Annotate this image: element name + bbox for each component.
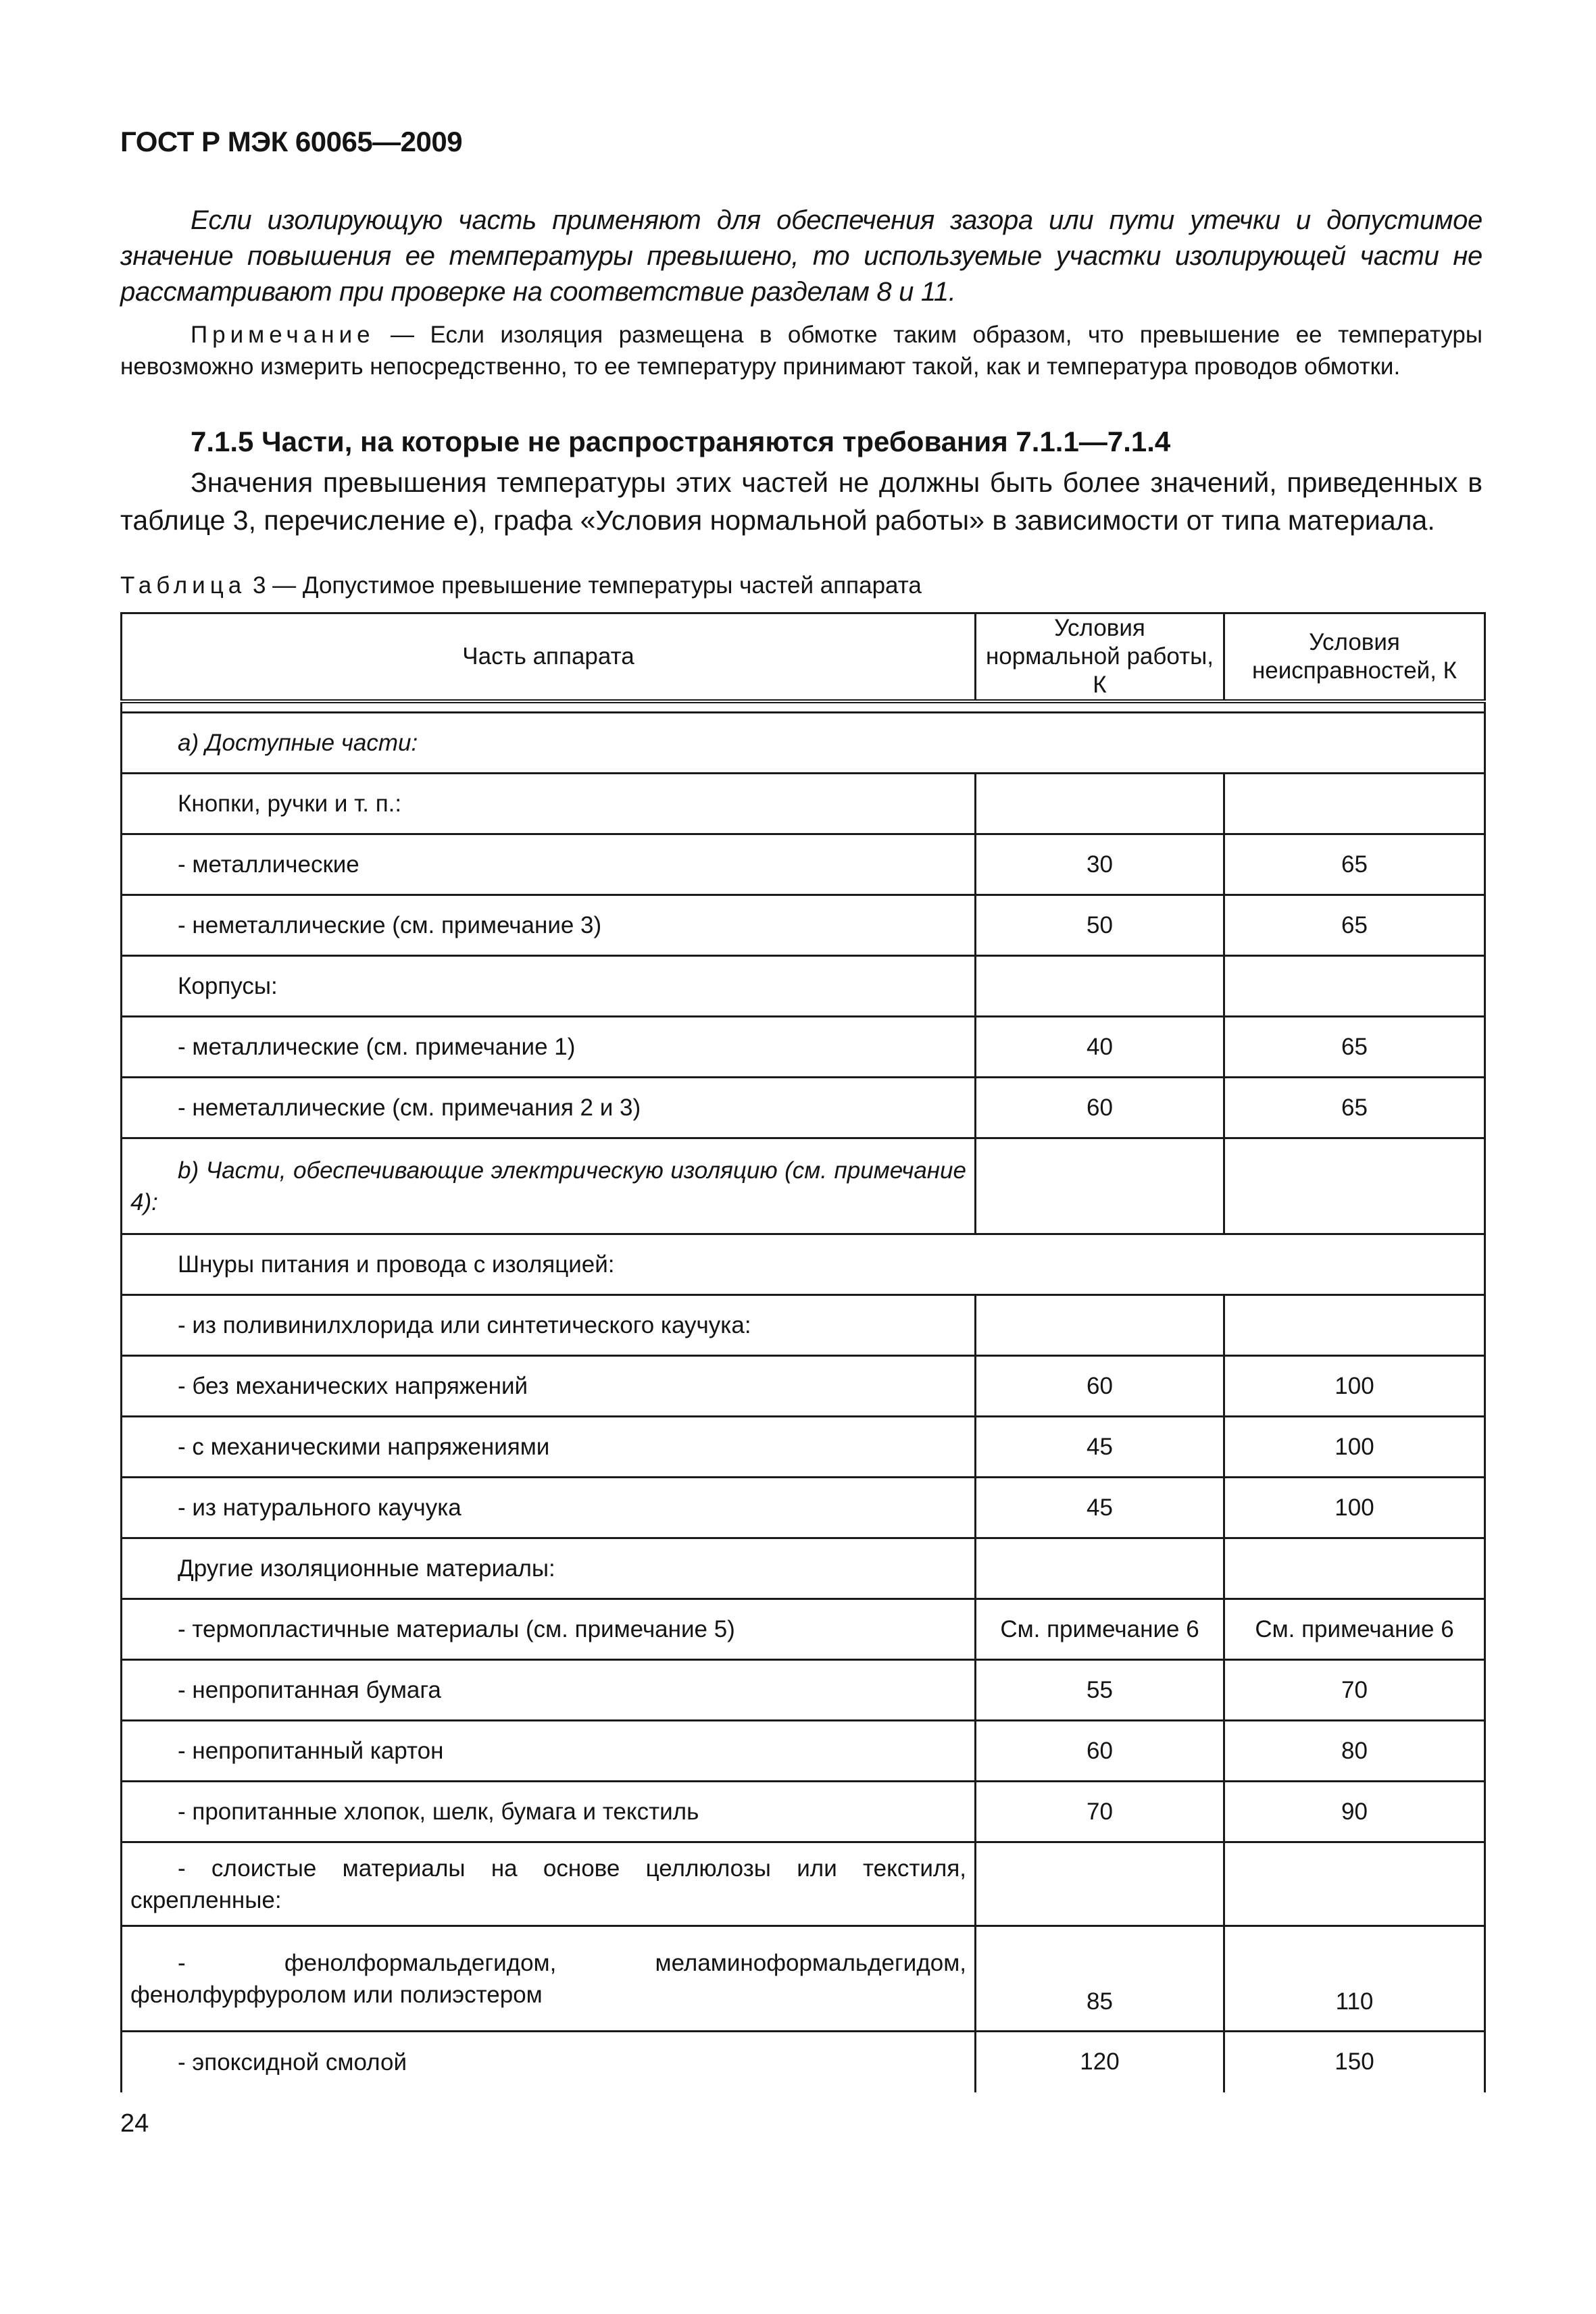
table-row	[122, 774, 1485, 834]
row-part: Кнопки, ручки и т. п.:	[122, 774, 976, 834]
table-row	[122, 1138, 1485, 1234]
header-part: Часть аппарата	[122, 613, 976, 702]
table-row	[122, 895, 1485, 956]
row-fault: 110	[1224, 1926, 1485, 2032]
row-part: - металлические	[122, 834, 976, 895]
table-row	[122, 2032, 1485, 2092]
row-fault	[1224, 1842, 1485, 1926]
table-caption-text: 3 — Допустимое превышение температуры частей аппарата	[246, 572, 922, 599]
page-number: 24	[120, 2109, 149, 2138]
row-part: - эпоксидной смолой	[122, 2032, 976, 2092]
row-fault	[1224, 1538, 1485, 1599]
table-row	[122, 1926, 1485, 2032]
row-part: Корпусы:	[122, 956, 976, 1017]
row-part: - металлические (см. примечание 1)	[122, 1017, 976, 1078]
table-row	[122, 1078, 1485, 1138]
table-row	[122, 1234, 1485, 1295]
row-normal: 60	[976, 1356, 1224, 1417]
row-fault	[1224, 956, 1485, 1017]
row-part: b) Части, обеспечивающие электрическую изоляцию (см. примечание 4):	[122, 1138, 976, 1234]
row-part: - непропитанный картон	[122, 1721, 976, 1782]
row-part: - пропитанные хлопок, шелк, бумага и текстиль	[122, 1782, 976, 1842]
section-heading: 7.1.5 Части, на которые не распространяются требования 7.1.1—7.1.4	[191, 426, 1171, 457]
table-row	[122, 834, 1485, 895]
row-normal	[976, 1138, 1224, 1234]
row-fault: 70	[1224, 1660, 1485, 1721]
row-part: Другие изоляционные материалы:	[122, 1538, 976, 1599]
row-part: - из натурального каучука	[122, 1478, 976, 1538]
note-paragraph	[120, 319, 1482, 382]
row-normal: См. примечание 6	[976, 1599, 1224, 1660]
table-row	[122, 1538, 1485, 1599]
row-fault: 65	[1224, 1017, 1485, 1078]
row-normal: 45	[976, 1417, 1224, 1478]
row-fault: 80	[1224, 1721, 1485, 1782]
header-divider	[122, 701, 1485, 713]
row-part: - фенолформальдегидом, меламиноформальдегидом, фенолфурфуролом или полиэстером	[122, 1926, 976, 2032]
row-normal: 60	[976, 1078, 1224, 1138]
row-fault: 90	[1224, 1782, 1485, 1842]
row-normal	[976, 1538, 1224, 1599]
row-normal: 40	[976, 1017, 1224, 1078]
row-fault: 100	[1224, 1356, 1485, 1417]
row-normal	[976, 956, 1224, 1017]
table-row	[122, 1478, 1485, 1538]
row-part: - неметаллические (см. примечание 3)	[122, 895, 976, 956]
row-fault: 65	[1224, 834, 1485, 895]
intro-paragraph: Если изолирующую часть применяют для обеспечения зазора или пути утечки и допустимое значение повышения ее температуры превышено, то используемые участки изолирующей части не рассматривают при проверке на соответствие разделам 8 и 11.	[120, 205, 1482, 307]
row-normal: 45	[976, 1478, 1224, 1538]
section-paragraph: Значения превышения температуры этих частей не должны быть более значений, приведенных в таблице 3, перечисление е), графа «Условия нормальной работы» в зависимости от типа материала.	[120, 467, 1482, 536]
row-fault	[1224, 1295, 1485, 1356]
row-fault: 65	[1224, 895, 1485, 956]
table-row	[122, 1660, 1485, 1721]
row-fault: 150	[1224, 2032, 1485, 2092]
row-fault: 65	[1224, 1078, 1485, 1138]
table-row	[122, 1356, 1485, 1417]
row-fault	[1224, 1138, 1485, 1234]
row-fault	[1224, 774, 1485, 834]
row-normal: 70	[976, 1782, 1224, 1842]
row-normal	[976, 1842, 1224, 1926]
note-label: Примечание	[191, 322, 375, 348]
row-part: Шнуры питания и провода с изоляцией:	[122, 1234, 1485, 1295]
row-normal: 50	[976, 895, 1224, 956]
note-text: — Если изоляция размещена в обмотке таким образом, что превышение ее температуры невозможно измерить непосредственно, то ее температуру принимают такой, как и температура проводов обмотки.	[120, 322, 1482, 380]
table-row	[122, 1721, 1485, 1782]
row-normal: 85	[976, 1926, 1224, 2032]
table-caption	[120, 572, 922, 599]
table-row	[122, 1417, 1485, 1478]
table-row	[122, 1295, 1485, 1356]
table-row	[122, 1599, 1485, 1660]
row-part: - слоистые материалы на основе целлюлозы или текстиля, скрепленные:	[122, 1842, 976, 1926]
row-fault: См. примечание 6	[1224, 1599, 1485, 1660]
row-part: - с механическими напряжениями	[122, 1417, 976, 1478]
table-row	[122, 1842, 1485, 1926]
table-row	[122, 1782, 1485, 1842]
row-part: a) Доступные части:	[122, 713, 1485, 774]
row-normal	[976, 1295, 1224, 1356]
row-normal: 60	[976, 1721, 1224, 1782]
table-header-row	[122, 613, 1485, 702]
temperature-table	[120, 612, 1486, 2092]
header-normal: Условия нормальной работы, К	[976, 613, 1224, 702]
header-fault: Условия неисправностей, К	[1224, 613, 1485, 702]
row-part: - из поливинилхлорида или синтетического каучука:	[122, 1295, 976, 1356]
document-header: ГОСТ Р МЭК 60065—2009	[120, 126, 463, 157]
row-normal: 120	[976, 2032, 1224, 2092]
table-row	[122, 1017, 1485, 1078]
row-part: - без механических напряжений	[122, 1356, 976, 1417]
table-row	[122, 956, 1485, 1017]
table-caption-label: Таблица	[120, 572, 247, 599]
row-part: - непропитанная бумага	[122, 1660, 976, 1721]
table-row	[122, 713, 1485, 774]
row-normal	[976, 774, 1224, 834]
row-normal: 55	[976, 1660, 1224, 1721]
row-fault: 100	[1224, 1478, 1485, 1538]
row-fault: 100	[1224, 1417, 1485, 1478]
row-normal: 30	[976, 834, 1224, 895]
row-part: - неметаллические (см. примечания 2 и 3)	[122, 1078, 976, 1138]
row-part: - термопластичные материалы (см. примечание 5)	[122, 1599, 976, 1660]
